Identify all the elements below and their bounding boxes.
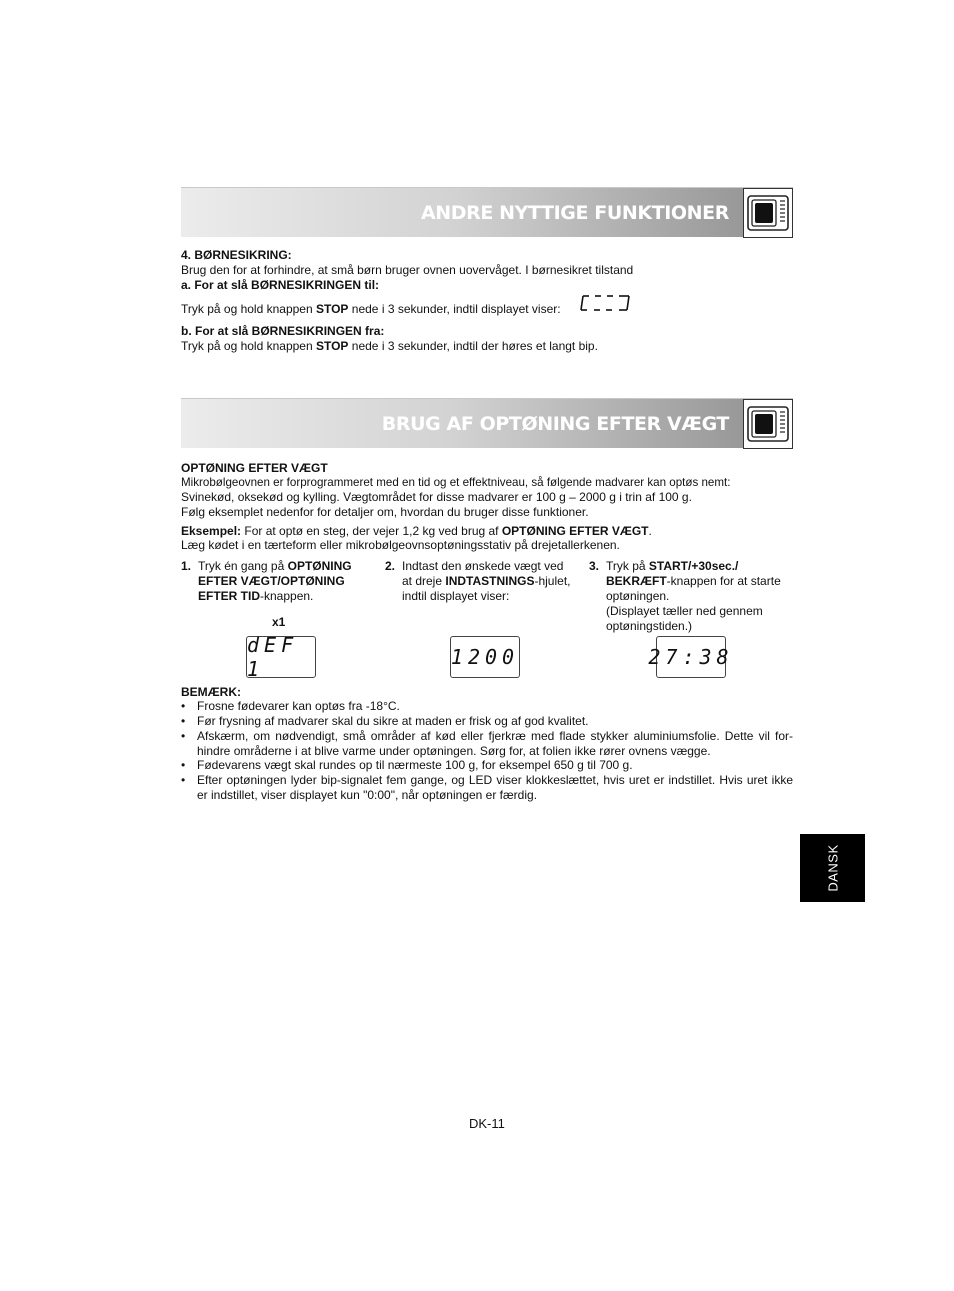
step-3-l1: Tryk på [606, 559, 649, 573]
childlock-intro: Brug den for at forhindre, at små børn bruger ovnen uovervåget. I børnesikret tilstand [181, 263, 634, 277]
step-2-l2-bold: INDTASTNINGS [445, 574, 535, 588]
step-3-l3: optøningen. [606, 589, 670, 603]
step-1-l3: -knappen. [260, 589, 314, 603]
childlock-sub-a: a. For at slå BØRNESIKRINGEN til: [181, 278, 380, 292]
bullet-icon: • [181, 729, 186, 743]
note-text: Frosne fødevarer kan optøs fra -18°C. [197, 699, 400, 713]
bullet-icon: • [181, 773, 186, 787]
example-line [181, 524, 652, 539]
step-a-text: Tryk på og hold knappen [181, 302, 316, 316]
defrost-para-2: Svinekød, oksekød og kylling. Vægtområdet for disse madvarer er 100 g – 2000 g i trin af 100 g. [181, 490, 692, 504]
step-1-l3-bold: EFTER TID [198, 589, 260, 603]
step-2-l3: indtil displayet viser: [402, 589, 510, 603]
example-text: For at optø en steg, der vejer 1,2 kg ved brug af [241, 524, 502, 538]
step-1-l1: Tryk én gang på [198, 559, 288, 573]
step-b-text: Tryk på og hold knappen [181, 339, 316, 353]
step-2-number: 2. [385, 559, 396, 573]
defrost-para-3: Følg eksemplet nedenfor for detaljer om, hvordan du bruger disse funktioner. [181, 505, 589, 519]
lock-display-icon [577, 293, 635, 315]
note-text: Før frysning af madvarer skal du sikre at maden er frisk og af god kvalitet. [197, 714, 589, 728]
step-1-text [198, 559, 352, 604]
stop-label: STOP [315, 302, 349, 316]
section-banner-optoning [181, 398, 793, 448]
step-2-l2-end: -hjulet, [534, 574, 571, 588]
step-3-l4: (Displayet tæller ned gennem [606, 604, 763, 618]
example-label: Eksempel: [181, 524, 242, 538]
section-banner-andre-nyttige [181, 187, 793, 237]
defrost-para-1: Mikrobølgeovnen er forprogrammeret med en tid og et effektniveau, så følgende madvarer kan optøs nemt: [181, 476, 731, 489]
childlock-step-a [181, 302, 561, 317]
step-a-text-end: nede i 3 sekunder, indtil displayet viser: [348, 302, 561, 316]
note-text: Efter optøningen lyder bip-signalet fem gange, og LED viser klokkeslættet, hvis uret er indstillet. Hvis uret ikke er indstillet, viser displayet kun "0:00", når optøningen er færdig. [197, 773, 793, 802]
step-2-text [402, 559, 571, 604]
microwave-icon [743, 188, 793, 238]
step-3-number: 3. [589, 559, 600, 573]
display-step-2 [450, 636, 520, 678]
step-1-number: 1. [181, 559, 192, 573]
example-end: . [648, 524, 652, 538]
stop-label: STOP [315, 339, 349, 353]
bullet-icon: • [181, 699, 186, 713]
display-step-3 [648, 636, 734, 678]
step-2-l1: Indtast den ønskede vægt ved [402, 559, 564, 573]
step-1-l2: EFTER VÆGT/OPTØNING [198, 574, 345, 588]
step-3-text [606, 559, 781, 634]
press-count: x1 [272, 615, 286, 629]
note-text: Fødevarens vægt skal rundes op til nærmeste 100 g, for eksempel 650 g til 700 g. [197, 758, 633, 772]
display-readout: 1200 [450, 645, 520, 669]
childlock-heading: 4. BØRNESIKRING: [181, 248, 292, 262]
step-3-l2: -knappen for at starte [666, 574, 781, 588]
page-number: DK-11 [469, 1116, 505, 1131]
section-title: BRUG AF OPTØNING EFTER VÆGT [381, 413, 729, 435]
language-tab-label: DANSK [825, 844, 840, 892]
language-tab [800, 834, 865, 902]
step-3-l5: optøningstiden.) [606, 619, 693, 633]
step-3-l2-bold: BEKRÆFT [606, 574, 667, 588]
defrost-para-4: Læg kødet i en tærteform eller mikrobølgeovnsoptøningsstativ på drejetallerkenen. [181, 538, 620, 552]
section-title: ANDRE NYTTIGE FUNKTIONER [420, 202, 729, 224]
childlock-sub-b: b. For at slå BØRNESIKRINGEN fra: [181, 324, 385, 338]
example-bold: OPTØNING EFTER VÆGT [501, 524, 649, 538]
bullet-icon: • [181, 758, 186, 772]
note-text: Afskærm, om nødvendigt, små områder af kød eller fjerkræ med flade stykker aluminiumsfolie. Dette vil for-hindre områderne i at blive varme under optøningen. Sørg for, at folien ikke rører ovnens vægge. [197, 729, 793, 758]
microwave-icon [743, 399, 793, 449]
defrost-heading: OPTØNING EFTER VÆGT [181, 461, 328, 475]
display-step-1 [246, 633, 316, 681]
note-heading: BEMÆRK: [181, 685, 241, 699]
childlock-step-b [181, 339, 598, 354]
display-readout: 27:38 [648, 645, 734, 669]
step-b-text-end: nede i 3 sekunder, indtil der høres et langt bip. [348, 339, 598, 353]
step-1-l1-bold: OPTØNING [287, 559, 352, 573]
step-3-l1-bold: START/+30sec./ [648, 559, 739, 573]
display-readout: dEF 1 [247, 633, 299, 681]
step-2-l2: at dreje [402, 574, 446, 588]
bullet-icon: • [181, 714, 186, 728]
